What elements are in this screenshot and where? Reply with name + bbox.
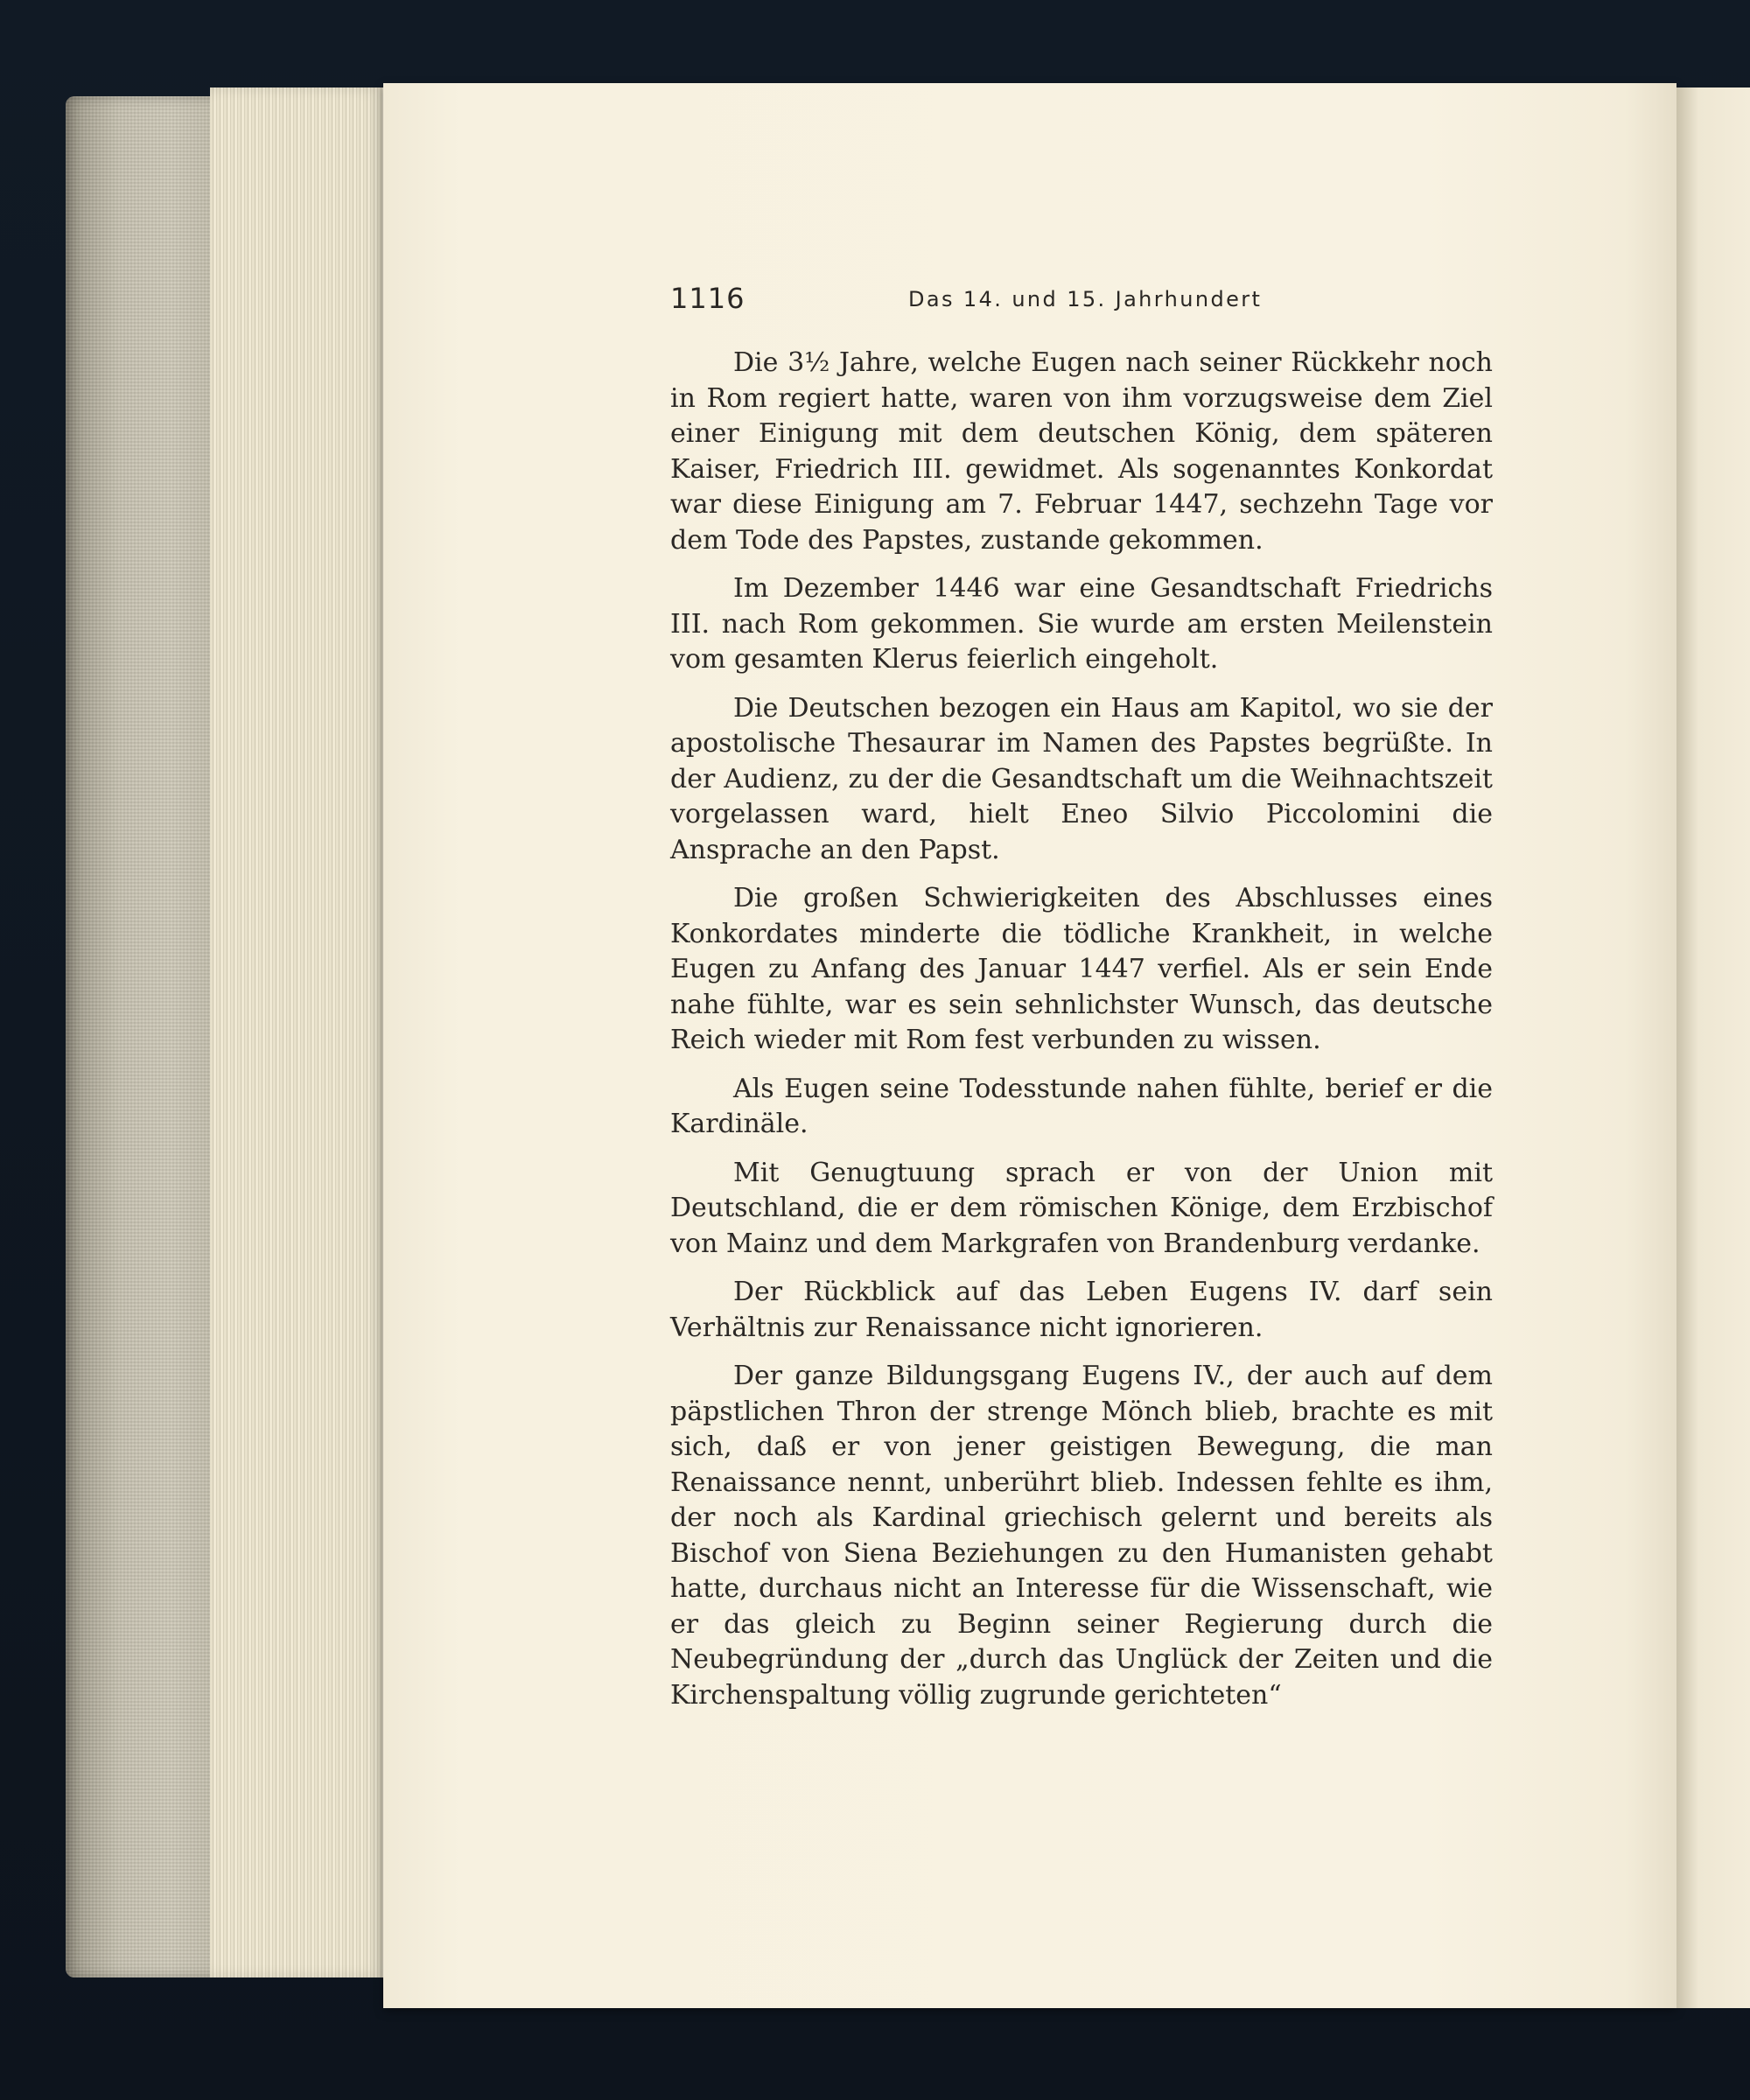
paragraph: Die 3½ Jahre, welche Eugen nach seiner Rückkehr noch in Rom regiert hatte, waren von ihm vorzugsweise dem Ziel einer Einigung mit dem deutschen König, dem späteren Kaiser, Friedrich III. gewidmet. Als sogenanntes Konkordat war diese Einigung am 7. Februar 1447, sechzehn Tage vor dem Tode des Papstes, zustande gekommen. [670,347,1493,556]
paragraph: Im Dezember 1446 war eine Gesandtschaft Friedrichs III. nach Rom gekommen. Sie wurde am ersten Meilenstein vom gesamten Klerus feierlich eingeholt. [670,573,1493,675]
body-text [670,346,1493,1726]
running-head [670,282,1493,324]
page-number: 1116 [670,282,746,315]
paragraph: Der ganze Bildungsgang Eugens IV., der auch auf dem päpstlichen Thron der strenge Mönch blieb, brachte es mit sich, daß er von jener geistigen Bewegung, die man Renaissance nennt, unberührt blieb. Indessen fehlte es ihm, der noch als Kardinal griechisch gelernt und bereits als Bischof von Siena Beziehungen zu den Humanisten gehabt hatte, durchaus nicht an Interesse für die Wissenschaft, wie er das gleich zu Beginn seiner Regierung durch die Neubegründung der „durch das Unglück der Zeiten und die Kirchenspaltung völlig zugrunde gerichteten“ [670,1361,1493,1711]
paragraph: Als Eugen seine Todesstunde nahen fühlte, berief er die Kardinäle. [670,1073,1493,1139]
paragraph: Mit Genugtuung sprach er von der Union mit Deutschland, die er dem römischen Könige, dem Erzbischof von Mainz und dem Markgrafen von Brandenburg verdanke. [670,1157,1493,1259]
chapter-title: Das 14. und 15. Jahrhundert [908,287,1263,312]
page-edges [210,88,385,1978]
next-page-edge [1676,88,1750,2008]
paragraph: Der Rückblick auf das Leben Eugens IV. darf sein Verhältnis zur Renaissance nicht ignorieren. [670,1277,1493,1343]
paragraph: Die großen Schwierigkeiten des Abschlusses eines Konkordates minderte die tödliche Krankheit, in welche Eugen zu Anfang des Januar 1447 verfiel. Als er sein Ende nahe fühlte, war es sein sehnlichster Wunsch, das deutsche Reich wieder mit Rom fest verbunden zu wissen. [670,883,1493,1055]
paragraph: Die Deutschen bezogen ein Haus am Kapitol, wo sie der apostolische Thesaurar im Namen des Papstes begrüßte. In der Audienz, zu der die Gesandtschaft um die Weihnachtszeit vorgelassen ward, hielt Eneo Silvio Piccolomini die Ansprache an den Papst. [670,692,1493,865]
